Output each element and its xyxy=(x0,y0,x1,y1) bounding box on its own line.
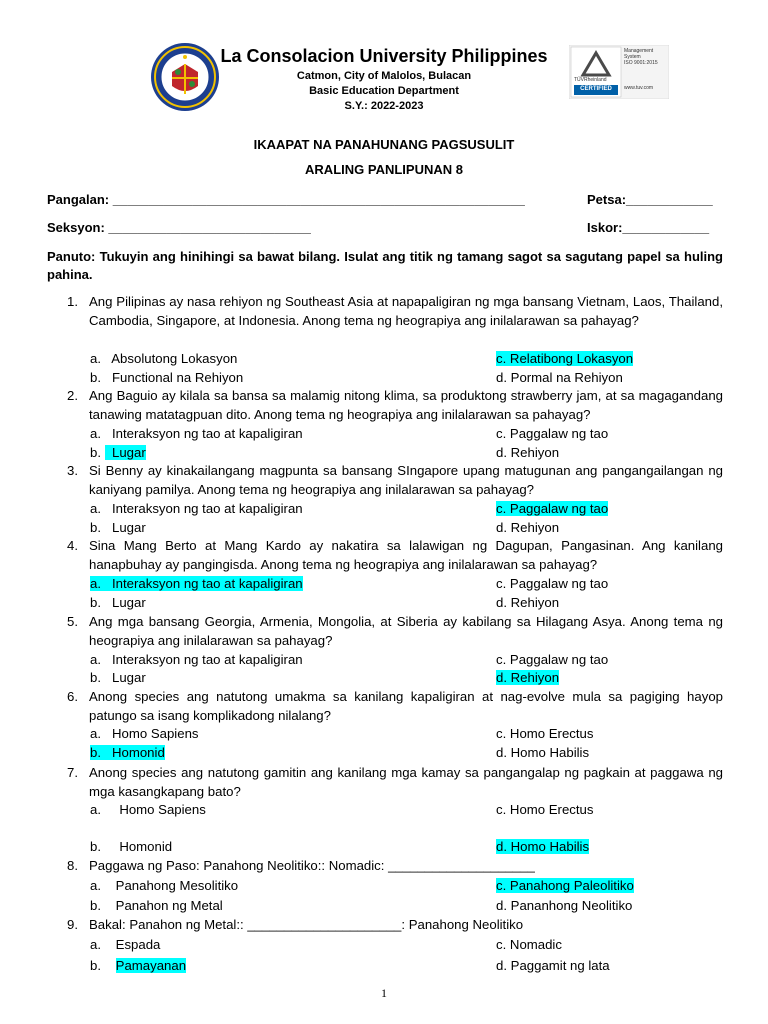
cert-brand: TÜVRheinland xyxy=(574,77,607,83)
school-year: S.Y.: 2022-2023 xyxy=(344,100,424,112)
option-a: a. Interaksyon ng tao at kapaligiran xyxy=(90,426,303,441)
answer-highlight: Pamayanan xyxy=(115,958,187,973)
department: Basic Education Department xyxy=(309,85,459,97)
option-c: c. Paggalaw ng tao xyxy=(496,652,609,667)
option-c xyxy=(496,877,634,895)
question-9: 9. Bakal: Panahon ng Metal:: _____________________: Panahong Neolitiko xyxy=(67,916,723,935)
question-text: Ang Baguio ay kilala sa bansa sa malamig nitong klima, sa produktong strawberry jam, at sa magagandang tanawing matatagpuan dito. Anong tema ng heograpiya ang inilalarawan sa pahayag? xyxy=(89,388,723,422)
answer-highlight: d. Homo Habilis xyxy=(496,839,590,854)
option-b: b. Functional na Rehiyon xyxy=(90,370,244,385)
option-c: c. Homo Erectus xyxy=(496,802,594,817)
option-a: a. Interaksyon ng tao at kapaligiran xyxy=(90,501,303,516)
cert-url: www.tuv.com xyxy=(624,85,654,91)
option-a: a. Homo Sapiens xyxy=(90,726,199,741)
question-text: Sina Mang Berto at Mang Kardo ay nakatira sa lalawigan ng Dagupan, Pangasinan. Ang kanilang hanapbuhay ay pangingisda. Anong tema ng heograpiya ang inilalarawan sa pahayag? xyxy=(89,538,723,572)
question-4: 4. Sina Mang Berto at Mang Kardo ay nakatira sa lalawigan ng Dagupan, Pangasinan. Ang kanilang hanapbuhay ay pangingisda. Anong tema ng heograpiya ang inilalarawan sa pahayag? xyxy=(67,537,723,574)
option-b: b. Pamayanan xyxy=(90,958,187,973)
subject-title: ARALING PANLIPUNAN 8 xyxy=(305,162,463,177)
question-1: 1. Ang Pilipinas ay nasa rehiyon ng Southeast Asia at napapaligiran ng mga bansang Vietnam, Laos, Thailand, Cambodia, Singapore, at Indonesia. Anong tema ng heograpiya ang inilalarawan sa pahayag? xyxy=(67,293,723,330)
question-5: 5. Ang mga bansang Georgia, Armenia, Mongolia, at Siberia ay kabilang sa Hilagang Asya. Anong tema ng heograpiya ang inilalarawan sa pahayag? xyxy=(67,613,723,650)
option-c: c. Paggalaw ng tao xyxy=(496,426,609,441)
page-number: 1 xyxy=(381,986,387,1000)
answer-highlight: c. Relatibong Lokasyon xyxy=(496,351,634,366)
option-c xyxy=(496,500,608,518)
option-c xyxy=(496,350,633,368)
option-c: c. Homo Erectus xyxy=(496,726,594,741)
option-d: d. Rehiyon xyxy=(496,520,560,535)
option-c: c. Paggalaw ng tao xyxy=(496,576,609,591)
option-b: b. Lugar xyxy=(90,595,146,610)
option-d: d. Paggamit ng lata xyxy=(496,958,610,973)
option-b: b. Lugar xyxy=(90,520,146,535)
question-7: 7. Anong species ang natutong gamitin ang kanilang mga kamay sa pangangalap ng pagkain at paggawa ng mga kasangkapang bato? xyxy=(67,764,723,801)
question-2: 2. Ang Baguio ay kilala sa bansa sa malamig nitong klima, sa produktong strawberry jam, at sa magagandang tanawing matatagpuan dito. Anong tema ng heograpiya ang inilalarawan sa pahayag? xyxy=(67,387,723,424)
question-text: Ang Pilipinas ay nasa rehiyon ng Southeast Asia at napapaligiran ng mga bansang Vietnam, Laos, Thailand, Cambodia, Singapore, at Indonesia. Anong tema ng heograpiya ang inilalarawan sa pahayag? xyxy=(89,294,723,328)
tuv-certification-logo xyxy=(569,45,669,99)
option-d: d. Pananhong Neolitiko xyxy=(496,898,633,913)
option-a xyxy=(90,575,303,593)
option-d: d. Pormal na Rehiyon xyxy=(496,370,623,385)
option-d: d. Rehiyon xyxy=(496,445,560,460)
answer-highlight: Lugar xyxy=(105,445,146,460)
answer-highlight: c. Panahong Paleolitiko xyxy=(496,878,634,893)
address: Catmon, City of Malolos, Bulacan xyxy=(296,70,472,82)
question-8: 8. Paggawa ng Paso: Panahong Neolitiko:: Nomadic: ____________________ xyxy=(67,857,723,876)
question-6: 6. Anong species ang natutong umakma sa kanilang kapaligiran at nag-evolve mula sa pagiging hayop patungo sa isang komplikadong nilalang? xyxy=(67,688,723,725)
question-text: Ang mga bansang Georgia, Armenia, Mongolia, at Siberia ay kabilang sa Hilagang Asya. Anong tema ng heograpiya ang inilalarawan sa pahayag? xyxy=(89,614,723,648)
option-d: d. Rehiyon xyxy=(496,595,560,610)
section-field: Seksyon: ____________________________ xyxy=(47,220,311,235)
option-a: a. Absolutong Lokasyon xyxy=(90,351,238,366)
score-field: Iskor:____________ xyxy=(587,220,710,235)
question-text: Bakal: Panahon ng Metal:: _____________________: Panahong Neolitiko xyxy=(89,917,524,932)
exam-title: IKAAPAT NA PANAHUNANG PAGSUSULIT xyxy=(253,137,515,152)
cert-text: Management System ISO 9001:2015 xyxy=(624,48,658,66)
university-name: La Consolacion University Philippines xyxy=(220,46,548,66)
option-a: a. Interaksyon ng tao at kapaligiran xyxy=(90,652,303,667)
option-a: a. Espada xyxy=(90,937,161,952)
option-b: b. Homonid xyxy=(90,839,173,854)
option-b: b. Lugar xyxy=(90,670,146,685)
date-field: Petsa:____________ xyxy=(587,192,713,207)
option-c: c. Nomadic xyxy=(496,937,562,952)
answer-highlight: c. Paggalaw ng tao xyxy=(496,501,609,516)
answer-highlight: d. Rehiyon xyxy=(496,670,560,685)
cert-badge: CERTIFIED xyxy=(580,86,612,92)
question-text: Anong species ang natutong gamitin ang kanilang mga kamay sa pangangalap ng pagkain at paggawa ng mga kasangkapang bato? xyxy=(89,765,723,799)
option-d: d. Homo Habilis xyxy=(496,745,590,760)
option-a: a. Panahong Mesolitiko xyxy=(90,878,239,893)
question-3: 3. Si Benny ay kinakailangang magpunta sa bansang SIngapore upang matugunan ang pangangailangan ng kaniyang pamilya. Anong tema ng heograpiya ang inilalarawan sa pahayag? xyxy=(67,462,723,499)
name-field: Pangalan: _________________________________________________________ xyxy=(47,192,525,207)
question-text: Anong species ang natutong umakma sa kanilang kapaligiran at nag-evolve mula sa pagiging hayop patungo sa isang komplikadong nilalang? xyxy=(89,689,723,723)
option-d xyxy=(496,838,589,856)
option-b: b. Panahon ng Metal xyxy=(90,898,223,913)
option-b xyxy=(90,744,165,762)
option-b: b. Lugar xyxy=(90,445,146,460)
option-d xyxy=(496,669,559,687)
answer-highlight: b. Homonid xyxy=(90,745,165,760)
answer-highlight: a. Interaksyon ng tao at kapaligiran xyxy=(90,576,303,591)
instructions: Panuto: Tukuyin ang hinihingi sa bawat bilang. Isulat ang titik ng tamang sagot sa sagutang papel sa huling pahina. xyxy=(47,249,723,282)
option-a: a. Homo Sapiens xyxy=(90,802,206,817)
question-text: Si Benny ay kinakailangang magpunta sa bansang SIngapore upang matugunan ang pangangailangan ng kaniyang pamilya. Anong tema ng heograpiya ang inilalarawan sa pahayag? xyxy=(89,463,723,497)
question-text: Paggawa ng Paso: Panahong Neolitiko:: Nomadic: ____________________ xyxy=(89,858,535,873)
